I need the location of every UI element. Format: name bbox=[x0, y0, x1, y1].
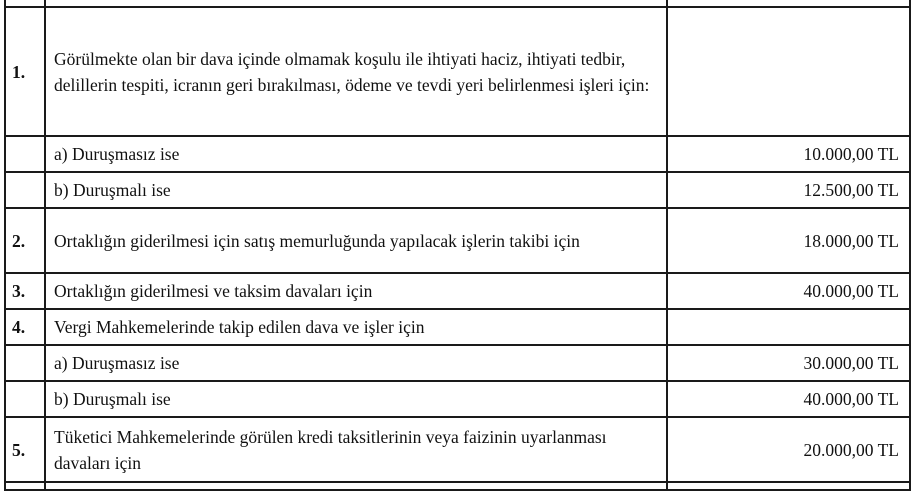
row-description: a) Duruşmasız ise bbox=[45, 136, 667, 172]
row-number: 1. bbox=[5, 7, 45, 136]
table-row bbox=[5, 345, 910, 381]
row-number: 4. bbox=[5, 309, 45, 345]
table-row-partial-bottom bbox=[5, 482, 910, 490]
table-row bbox=[5, 417, 910, 482]
row-amount: 40.000,00 TL bbox=[667, 381, 910, 417]
row-description: b) Duruşmalı ise bbox=[45, 172, 667, 208]
row-number bbox=[5, 381, 45, 417]
table-row bbox=[5, 136, 910, 172]
row-amount bbox=[667, 309, 910, 345]
row-number: 5. bbox=[5, 417, 45, 482]
row-amount: 40.000,00 TL bbox=[667, 273, 910, 309]
row-amount: 20.000,00 TL bbox=[667, 417, 910, 482]
row-number bbox=[5, 345, 45, 381]
table-row-partial-top bbox=[5, 0, 910, 7]
row-description: Ortaklığın giderilmesi için satış memurluğunda yapılacak işlerin takibi için bbox=[45, 208, 667, 273]
row-amount: 18.000,00 TL bbox=[667, 208, 910, 273]
row-description: Ortaklığın giderilmesi ve taksim davaları için bbox=[45, 273, 667, 309]
row-number bbox=[5, 172, 45, 208]
row-amount: 10.000,00 TL bbox=[667, 136, 910, 172]
row-description: a) Duruşmasız ise bbox=[45, 345, 667, 381]
row-amount: 30.000,00 TL bbox=[667, 345, 910, 381]
table-row bbox=[5, 208, 910, 273]
row-amount bbox=[667, 7, 910, 136]
row-description: b) Duruşmalı ise bbox=[45, 381, 667, 417]
row-number: 3. bbox=[5, 273, 45, 309]
row-amount: 12.500,00 TL bbox=[667, 172, 910, 208]
row-description: Tüketici Mahkemelerinde görülen kredi taksitlerinin veya faizinin uyarlanması davaları için bbox=[45, 417, 667, 482]
table-row bbox=[5, 7, 910, 136]
table-row bbox=[5, 172, 910, 208]
row-number bbox=[5, 136, 45, 172]
table-row bbox=[5, 273, 910, 309]
fee-table bbox=[4, 0, 911, 491]
table-row bbox=[5, 381, 910, 417]
table-row bbox=[5, 309, 910, 345]
row-number: 2. bbox=[5, 208, 45, 273]
row-description: Vergi Mahkemelerinde takip edilen dava ve işler için bbox=[45, 309, 667, 345]
row-description: Görülmekte olan bir dava içinde olmamak koşulu ile ihtiyati haciz, ihtiyati tedbir, delillerin tespiti, icranın geri bırakılması, ödeme ve tevdi yeri belirlenmesi işleri için: bbox=[45, 7, 667, 136]
